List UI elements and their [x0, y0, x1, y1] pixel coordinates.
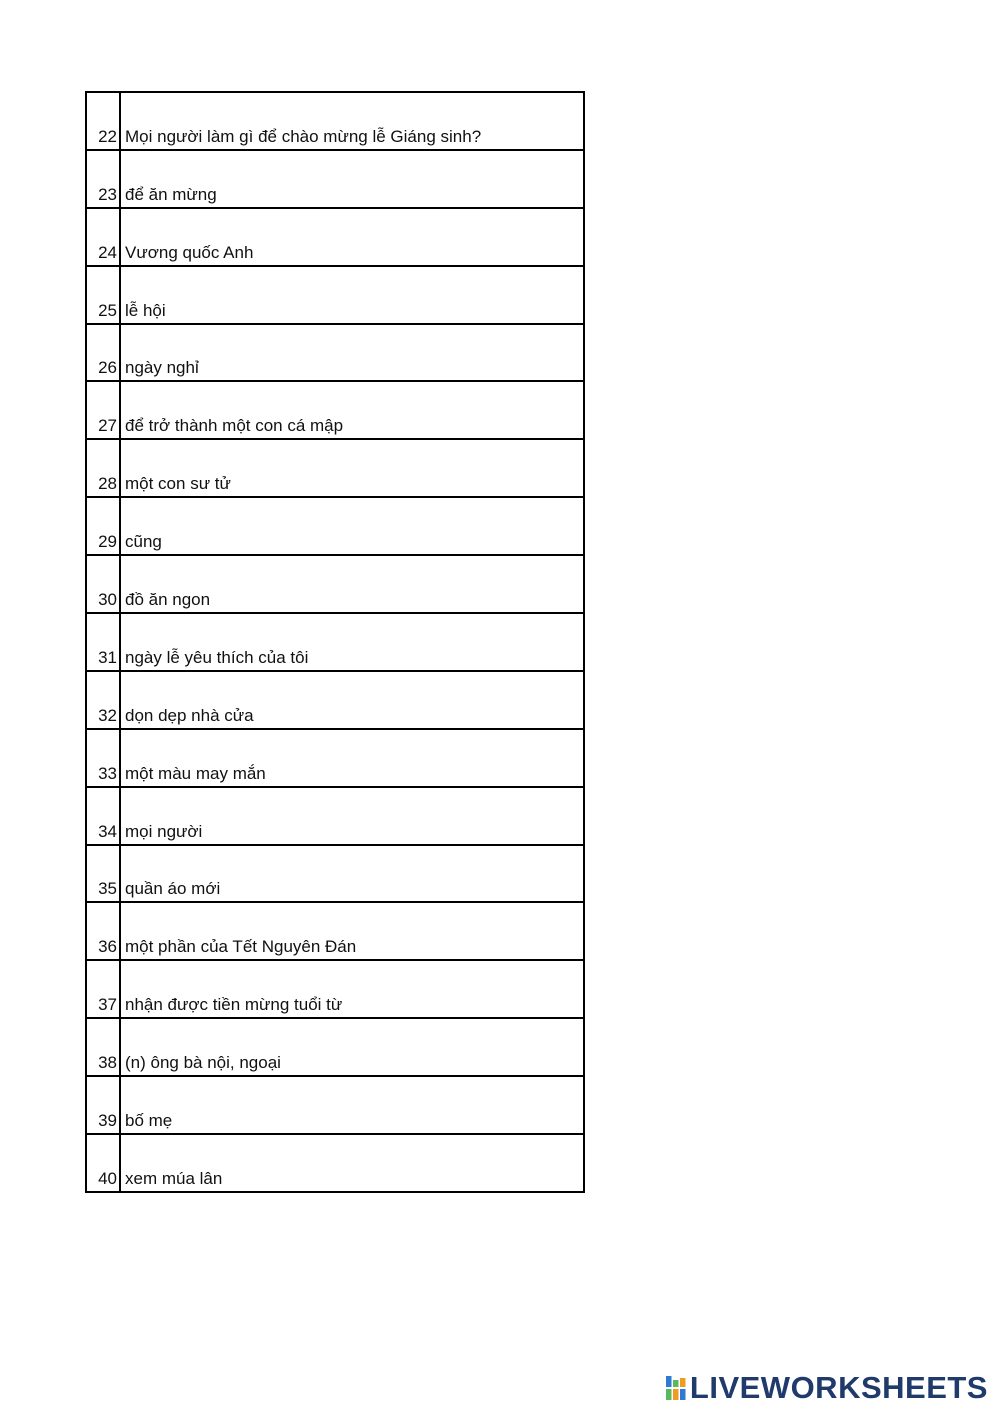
- table-row: [87, 325, 583, 383]
- row-text: một màu may mắn: [125, 763, 266, 783]
- row-text: ngày lễ yêu thích của tôi: [125, 647, 309, 667]
- row-text: quần áo mới: [125, 879, 221, 899]
- row-text: để ăn mừng: [125, 184, 217, 204]
- table-row: [87, 151, 583, 209]
- table-row: [87, 1135, 583, 1193]
- vocabulary-table: [85, 91, 585, 1193]
- row-text: nhận được tiền mừng tuổi từ: [125, 995, 343, 1015]
- table-row: [87, 730, 583, 788]
- table-row: [87, 556, 583, 614]
- row-number: 27: [87, 382, 121, 438]
- row-number: 22: [87, 93, 121, 149]
- row-text: cũng: [125, 532, 162, 552]
- row-number: 35: [87, 846, 121, 902]
- table-row: [87, 614, 583, 672]
- row-number: 31: [87, 614, 121, 670]
- row-number: 29: [87, 498, 121, 554]
- table-row: [87, 1019, 583, 1077]
- row-text: một con sư tử: [125, 474, 231, 494]
- row-number: 40: [87, 1135, 121, 1191]
- table-row: [87, 440, 583, 498]
- table-row: [87, 903, 583, 961]
- liveworksheets-brand: [666, 1370, 988, 1406]
- table-row: [87, 672, 583, 730]
- brand-name: LIVEWORKSHEETS: [689, 1370, 988, 1405]
- row-text: Vương quốc Anh: [125, 242, 254, 262]
- row-number: 34: [87, 788, 121, 844]
- row-text: để trở thành một con cá mập: [125, 416, 344, 436]
- row-text: ngày nghỉ: [125, 358, 199, 378]
- row-number: 36: [87, 903, 121, 959]
- table-row: [87, 498, 583, 556]
- row-number: 32: [87, 672, 121, 728]
- row-text: xem múa lân: [125, 1168, 223, 1188]
- row-number: 33: [87, 730, 121, 786]
- row-number: 39: [87, 1077, 121, 1133]
- table-row: [87, 961, 583, 1019]
- row-number: 37: [87, 961, 121, 1017]
- row-text: Mọi người làm gì để chào mừng lễ Giáng sinh?: [125, 126, 482, 146]
- row-text: đồ ăn ngon: [125, 590, 211, 610]
- table-row: [87, 382, 583, 440]
- table-row: [87, 93, 583, 151]
- table-row: [87, 846, 583, 904]
- row-number: 24: [87, 209, 121, 265]
- row-text: bố mẹ: [125, 1111, 173, 1131]
- row-number: 26: [87, 325, 121, 381]
- row-number: 25: [87, 267, 121, 323]
- row-text: (n) ông bà nội, ngoại: [125, 1053, 281, 1073]
- liveworksheets-logo-icon: [666, 1376, 686, 1400]
- row-text: lễ hội: [125, 300, 166, 320]
- row-number: 23: [87, 151, 121, 207]
- table-row: [87, 267, 583, 325]
- row-text: mọi người: [125, 821, 203, 841]
- row-number: 30: [87, 556, 121, 612]
- row-text: một phần của Tết Nguyên Đán: [125, 937, 357, 957]
- row-text: dọn dẹp nhà cửa: [125, 705, 254, 725]
- row-number: 28: [87, 440, 121, 496]
- row-number: 38: [87, 1019, 121, 1075]
- table-row: [87, 209, 583, 267]
- table-row: [87, 1077, 583, 1135]
- table-row: [87, 788, 583, 846]
